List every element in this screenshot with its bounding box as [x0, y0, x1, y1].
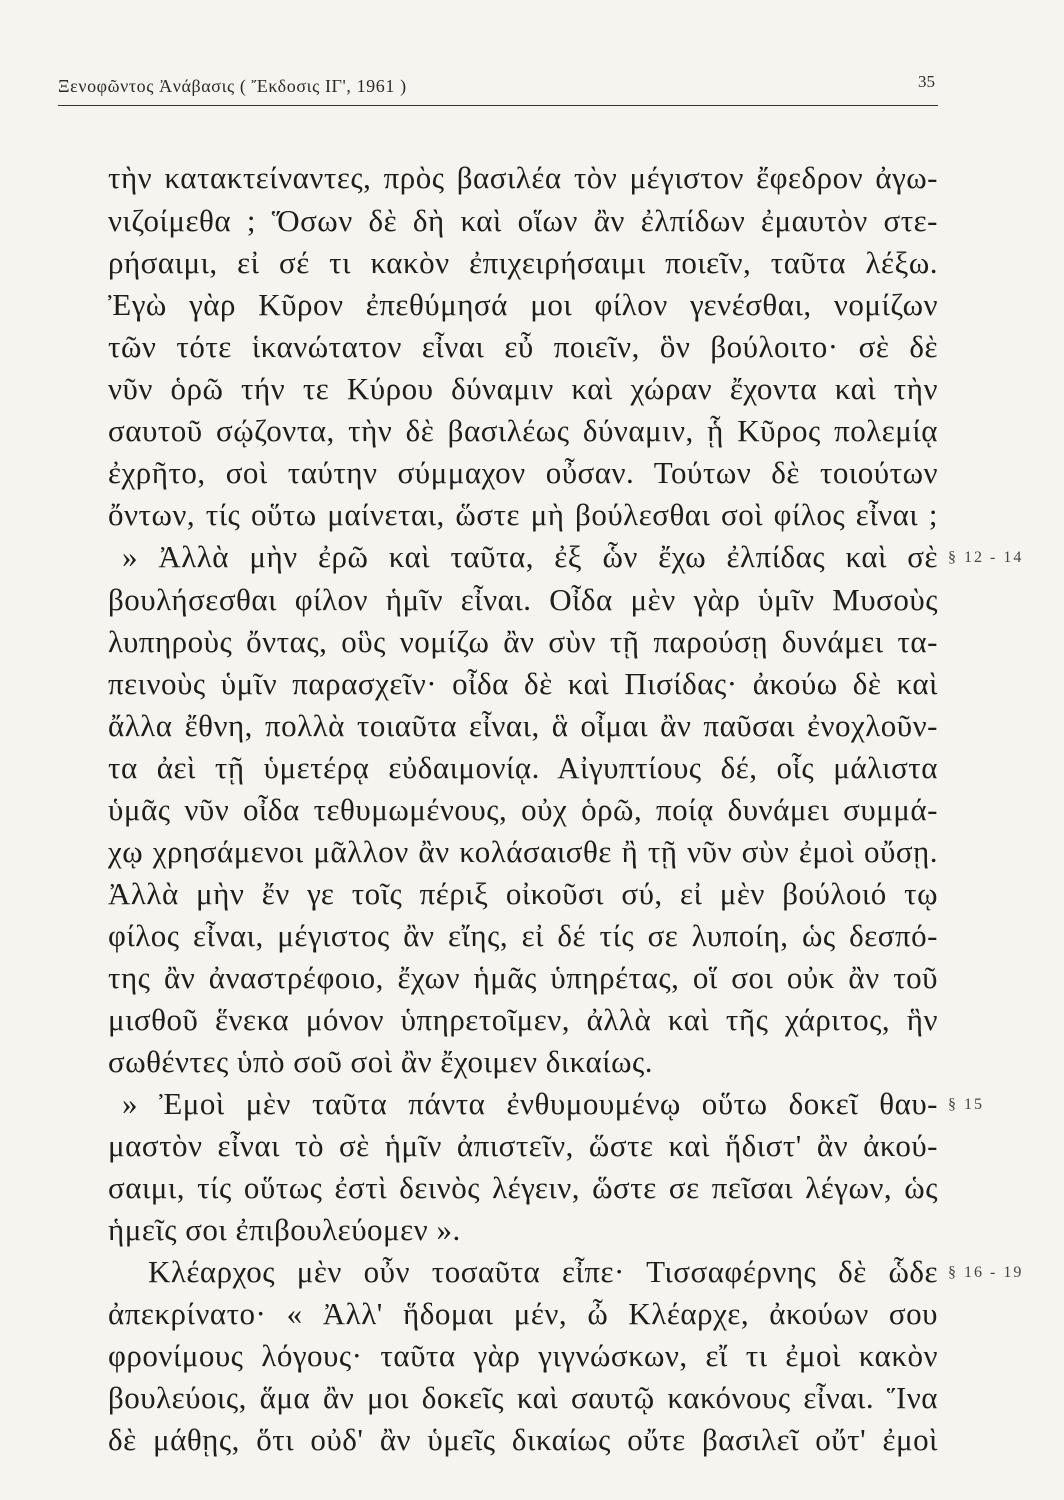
paragraph-start: » Ἀλλὰ μὴν ἐρῶ καὶ ταῦτα, ἐξ ὧν ἔχω ἐλπίδας καὶ σὲ — [122, 539, 938, 574]
text-line: τα ἀεὶ τῇ ὑμετέρᾳ εὐδαιμονίᾳ. Αἰγυπτίους δέ, οἷς μάλιστα — [108, 750, 938, 785]
text-line: νιζοίμεθα ; Ὅσων δὲ δὴ καὶ οἵων ἂν ἐλπίδων ἐμαυτὸν στε- — [108, 203, 938, 238]
header-rule — [58, 105, 938, 106]
text-line: δὲ μάθῃς, ὅτι οὐδ' ἂν ὑμεῖς δικαίως οὔτε βασιλεῖ οὔτ' ἐμοὶ — [108, 1422, 938, 1457]
text-line-last: σωθέντες ὑπὸ σοῦ σοὶ ἂν ἔχοιμεν δικαίως. — [108, 1044, 654, 1079]
text-line: τῶν τότε ἱκανώτατον εἶναι εὖ ποιεῖν, ὃν βούλοιτο· σὲ δὲ — [108, 329, 938, 364]
text-line: σαιμι, τίς οὕτως ἐστὶ δεινὸς λέγειν, ὥστε σε πεῖσαι λέγων, ὡς — [108, 1170, 938, 1205]
text-line: βουλεύοις, ἅμα ἂν μοι δοκεῖς καὶ σαυτῷ κακόνους εἶναι. Ἵνα — [108, 1380, 938, 1415]
header-title: Ξενοφῶντος Ἀνάβασις ( Ἔκδοσις ΙΓ', 1961 ) — [58, 76, 407, 96]
margin-note-section: § 12 - 14 — [948, 549, 1024, 566]
text-line: λυπηροὺς ὄντας, οὓς νομίζω ἂν σὺν τῇ παρούσῃ δυνάμει τα- — [108, 624, 938, 659]
text-line: ἀπεκρίνατο· « Ἀλλ' ἥδομαι μέν, ὦ Κλέαρχε, ἀκούων σου — [108, 1296, 938, 1331]
text-line: χῳ χρησάμενοι μᾶλλον ἂν κολάσαισθε ἢ τῇ νῦν σὺν ἐμοὶ οὔσῃ. — [108, 834, 938, 869]
text-line: της ἂν ἀναστρέφοιο, ἔχων ἡμᾶς ὑπηρέτας, οἵ σοι οὐκ ἂν τοῦ — [108, 960, 938, 995]
text-line: μαστὸν εἶναι τὸ σὲ ἡμῖν ἀπιστεῖν, ὥστε καὶ ἥδιστ' ἂν ἀκού- — [108, 1128, 938, 1163]
text-line: τὴν κατακτείναντες, πρὸς βασιλέα τὸν μέγιστον ἔφεδρον ἀγω- — [108, 160, 938, 195]
text-line: φίλος εἶναι, μέγιστος ἂν εἴης, εἰ δέ τίς σε λυποίη, ὡς δεσπό- — [108, 918, 938, 953]
text-line-last: ἡμεῖς σοι ἐπιβουλεύομεν ». — [108, 1212, 461, 1247]
text-line: νῦν ὁρῶ τήν τε Κύρου δύναμιν καὶ χώραν ἔχοντα καὶ τὴν — [108, 371, 938, 406]
text-line: Ἀλλὰ μὴν ἔν γε τοῖς πέριξ οἰκοῦσι σύ, εἰ μὲν βούλοιό τῳ — [108, 876, 938, 911]
text-line: φρονίμους λόγους· ταῦτα γὰρ γιγνώσκων, εἴ τι ἐμοὶ κακὸν — [108, 1338, 938, 1373]
text-line: Ἐγὼ γὰρ Κῦρον ἐπεθύμησά μοι φίλον γενέσθαι, νομίζων — [108, 287, 938, 322]
text-line: ὄντων, τίς οὕτω μαίνεται, ὥστε μὴ βούλεσθαι σοὶ φίλος εἶναι ; — [108, 497, 938, 532]
text-line: πεινοὺς ὑμῖν παρασχεῖν· οἶδα δὲ καὶ Πισίδας· ἀκούω δὲ καὶ — [108, 666, 938, 701]
paragraph-start: Κλέαρχος μὲν οὖν τοσαῦτα εἶπε· Τισσαφέρνης δὲ ὧδε — [148, 1254, 938, 1289]
text-line: ρήσαιμι, εἰ σέ τι κακὸν ἐπιχειρήσαιμι ποιεῖν, ταῦτα λέξω. — [108, 245, 938, 280]
text-line: βουλήσεσθαι φίλον ἡμῖν εἶναι. Οἶδα μὲν γὰρ ὑμῖν Μυσοὺς — [108, 582, 938, 617]
text-line: ἄλλα ἔθνη, πολλὰ τοιαῦτα εἶναι, ἃ οἶμαι ἂν παῦσαι ἐνοχλοῦν- — [108, 708, 938, 743]
text-line: μισθοῦ ἕνεκα μόνον ὑπηρετοῖμεν, ἀλλὰ καὶ τῆς χάριτος, ἣν — [108, 1002, 938, 1037]
text-line: ὑμᾶς νῦν οἶδα τεθυμωμένους, οὐχ ὁρῶ, ποίᾳ δυνάμει συμμά- — [108, 792, 938, 827]
page-number: 35 — [918, 72, 935, 91]
text-line: ἐχρῆτο, σοὶ ταύτην σύμμαχον οὖσαν. Τούτων δὲ τοιούτων — [108, 455, 938, 490]
margin-note-section: § 16 - 19 — [948, 1264, 1024, 1281]
text-line: σαυτοῦ σῴζοντα, τὴν δὲ βασιλέως δύναμιν, ᾗ Κῦρος πολεμίᾳ — [108, 413, 938, 448]
margin-note-section: § 15 — [948, 1096, 984, 1113]
paragraph-start: » Ἐμοὶ μὲν ταῦτα πάντα ἐνθυμουμένῳ οὕτω δοκεῖ θαυ- — [122, 1086, 938, 1121]
